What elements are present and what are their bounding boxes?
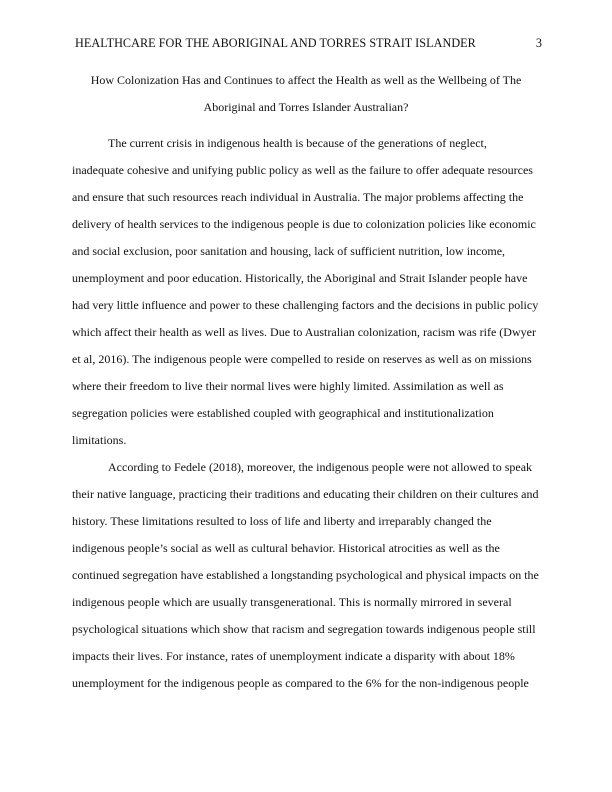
paragraph-line: where their freedom to live their normal lives were highly limited. Assimilation as well as (72, 379, 504, 393)
paragraph-line: continued segregation have established a longstanding psychological and physical impacts on the (72, 568, 539, 582)
paragraph-line: indigenous people’s social as well as cultural behavior. Historical atrocities as well as the (72, 541, 500, 555)
paragraph-line: psychological situations which show that racism and segregation towards indigenous people still (72, 622, 536, 636)
paragraph-line: The current crisis in indigenous health is because of the generations of neglect, (108, 136, 487, 150)
paragraph-line: impacts their lives. For instance, rates of unemployment indicate a disparity with about 18% (72, 649, 515, 663)
section-title-line: Aboriginal and Torres Islander Australian? (203, 100, 409, 114)
paragraph-line: had very little influence and power to these challenging factors and the decisions in public policy (72, 298, 539, 312)
section-title-line: How Colonization Has and Continues to affect the Health as well as the Wellbeing of The (90, 73, 522, 87)
paragraph-2 (72, 454, 542, 697)
paragraph-line: unemployment and poor education. Historically, the Aboriginal and Strait Islander people have (72, 271, 528, 285)
paragraph-line: inadequate cohesive and unifying public policy as well as the failure to offer adequate resources (72, 163, 533, 177)
paragraph-line: unemployment for the indigenous people as compared to the 6% for the non-indigenous people (72, 676, 529, 690)
paragraph-line: their native language, practicing their traditions and educating their children on their cultures and (72, 487, 539, 501)
paragraph-line: According to Fedele (2018), moreover, the indigenous people were not allowed to speak (108, 460, 533, 474)
paragraph-line: segregation policies were established coupled with geographical and institutionalization (72, 406, 494, 420)
paragraph-1 (72, 130, 542, 454)
paragraph-line: limitations. (72, 433, 127, 447)
paragraph-line: history. These limitations resulted to loss of life and liberty and irreparably changed the (72, 514, 492, 528)
paragraph-line: which affect their health as well as lives. Due to Australian colonization, racism was rife (Dwyer (72, 325, 536, 339)
page-number: 3 (535, 36, 542, 50)
paragraph-line: and social exclusion, poor sanitation and housing, lack of sufficient nutrition, low income, (72, 244, 506, 258)
paragraph-line: delivery of health services to the indigenous people is due to colonization policies like economic (72, 217, 536, 231)
body-text (72, 130, 542, 697)
paragraph-line: and ensure that such resources reach individual in Australia. The major problems affecting the (72, 190, 524, 204)
running-head: HEALTHCARE FOR THE ABORIGINAL AND TORRES STRAIT ISLANDER (75, 36, 476, 50)
section-title (72, 67, 540, 121)
paragraph-line: et al, 2016). The indigenous people were compelled to reside on reserves as well as on missions (72, 352, 532, 366)
paragraph-line: indigenous people which are usually transgenerational. This is normally mirrored in several (72, 595, 512, 609)
